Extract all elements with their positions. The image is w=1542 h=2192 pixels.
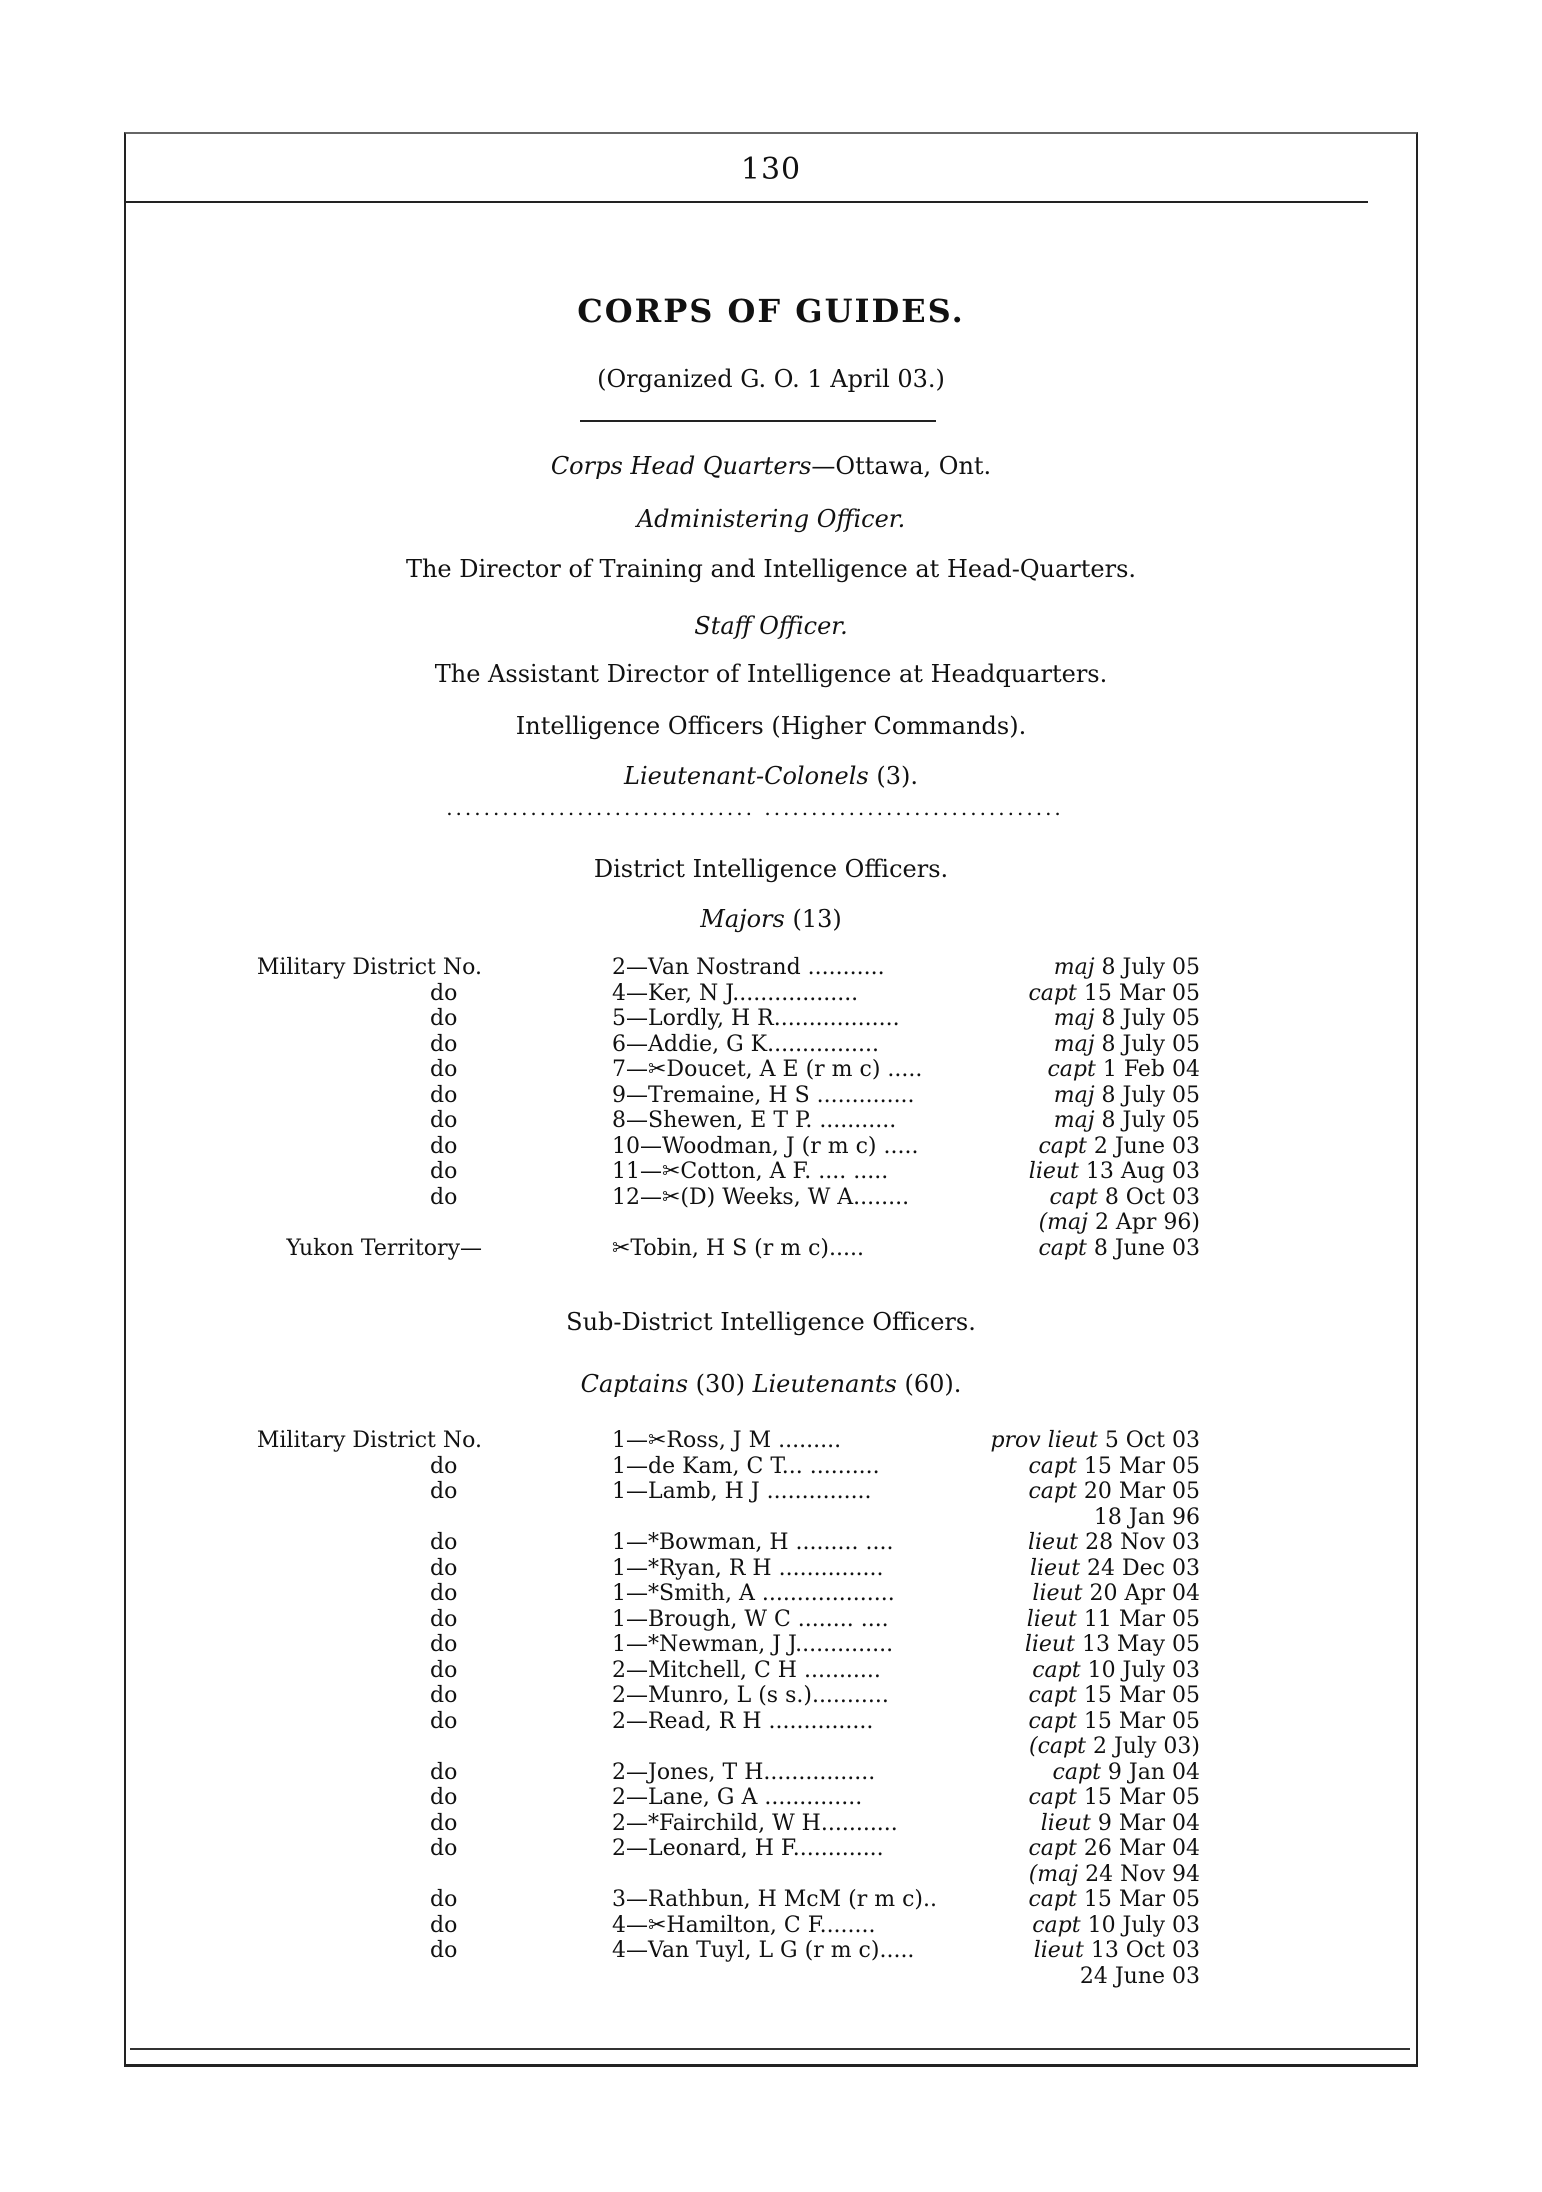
row-rank: lieut [1024, 1632, 1075, 1657]
subdistrict-officers-list [256, 1428, 1200, 1989]
row-rank: capt [1049, 1184, 1098, 1210]
subdistrict-officer-row [320, 1683, 1200, 1709]
row-rank: capt [1028, 1785, 1077, 1810]
row-date: 20 Mar 05 [1076, 1479, 1200, 1504]
district-officer-row [320, 1083, 1200, 1109]
row-district-label: do [430, 1133, 458, 1159]
district-officers-list [256, 955, 1200, 1261]
row-district-label: do [430, 980, 458, 1006]
subdistrict-officer-row [320, 1913, 1200, 1939]
subdistrict-officer-row [320, 1938, 1200, 1964]
lieutenant-colonels-count: (3). [868, 762, 918, 790]
district-officer-row [320, 1032, 1200, 1058]
row-date: 15 Mar 05 [1076, 1453, 1200, 1479]
row-rank-date [1054, 1108, 1200, 1134]
row-officer-entry: 2—Read, R H ............... [612, 1708, 874, 1734]
row-officer-entry: 1—*Bowman, H ......... .... [612, 1530, 894, 1555]
row-rank: capt [1047, 1057, 1096, 1082]
subdistrict-heading: Sub-District Intelligence Officers. [566, 1308, 976, 1336]
row-district-label: Yukon Territory— [286, 1235, 482, 1261]
row-rank-date [1049, 1185, 1200, 1211]
row-rank: lieut [1033, 1938, 1084, 1963]
subdistrict-officer-row [320, 1785, 1200, 1811]
row-date: 2 July 03) [1085, 1734, 1200, 1759]
staff-text: The Assistant Director of Intelligence at Headquarters. [434, 660, 1108, 688]
row-date: 18 Jan 96 [1093, 1504, 1200, 1530]
row-rank: lieut [1027, 1530, 1079, 1555]
row-officer-entry: 1—de Kam, C T... .......... [612, 1453, 880, 1479]
row-district-label: do [430, 1912, 458, 1938]
row-rank: capt [1028, 980, 1077, 1006]
majors-line [0, 905, 1542, 933]
row-rank-date [1028, 1836, 1200, 1862]
administering-heading: Administering Officer. [636, 505, 906, 533]
row-rank-date [1028, 1530, 1200, 1556]
row-rank-date [1028, 1454, 1200, 1480]
row-date: 24 Dec 03 [1080, 1555, 1200, 1581]
row-rank-date [990, 1428, 1200, 1454]
subdistrict-officer-row [320, 1581, 1200, 1607]
row-rank-date [1028, 981, 1200, 1007]
subdistrict-officer-row [320, 1887, 1200, 1913]
row-date: 24 June 03 [1079, 1963, 1200, 1989]
row-rank-date [1032, 1658, 1200, 1684]
row-date: 13 Aug 03 [1078, 1159, 1200, 1184]
subdistrict-officer-row [320, 1734, 1200, 1760]
row-date: 1 Feb 04 [1095, 1057, 1200, 1082]
bottom-double-rule [130, 2048, 1410, 2050]
headquarters-label: Corps Head Quarters [550, 452, 812, 480]
district-officer-row [320, 1185, 1200, 1211]
row-rank-date [1034, 1938, 1200, 1964]
row-district-label: do [430, 1657, 458, 1683]
captains-count: (30) [688, 1370, 753, 1398]
row-rank: lieut [1029, 1555, 1081, 1581]
district-officer-row [286, 1235, 1200, 1262]
row-rank-date [1029, 1734, 1200, 1760]
row-rank: capt [1028, 1479, 1077, 1504]
row-rank: prov lieut [990, 1428, 1098, 1453]
subdistrict-officer-row [320, 1658, 1200, 1684]
row-officer-entry: 4—✂Hamilton, C F........ [612, 1912, 876, 1938]
row-rank-date [1038, 1134, 1200, 1160]
majors-label: Majors [700, 905, 785, 933]
row-date: 15 Mar 05 [1076, 1708, 1200, 1734]
row-rank: capt [1052, 1759, 1101, 1785]
row-district-label: do [430, 1683, 458, 1708]
dotted-separator: ................................. ................................ [446, 796, 1064, 820]
row-district-label: do [430, 1708, 458, 1734]
row-rank-date [1028, 1683, 1200, 1709]
lieutenant-colonels-label: Lieutenant-Colonels [624, 762, 869, 790]
row-district-label: Military District No. [256, 955, 482, 980]
row-rank-date [1094, 1505, 1200, 1531]
subdistrict-officer-row [320, 1556, 1200, 1582]
row-date: 8 June 03 [1086, 1235, 1200, 1261]
row-rank-date [1038, 1236, 1200, 1262]
subdistrict-officer-row [320, 1964, 1200, 1990]
row-officer-entry: 8—Shewen, E T P. ........... [612, 1108, 897, 1133]
row-date: 10 July 03 [1080, 1912, 1200, 1938]
header-rule [124, 201, 1368, 203]
row-district-label: do [430, 1453, 458, 1479]
majors-count: (13) [784, 905, 842, 933]
row-rank-date [1028, 1709, 1200, 1735]
subdistrict-officer-row [320, 1862, 1200, 1888]
row-district-label: do [430, 1810, 458, 1836]
district-officer-row [320, 1134, 1200, 1160]
subdistrict-officer-row [320, 1530, 1200, 1556]
row-rank-date [1029, 1862, 1200, 1888]
row-date: 8 July 05 [1094, 1031, 1200, 1057]
row-rank: capt [1038, 1235, 1087, 1261]
row-officer-entry: 1—*Ryan, R H ............... [612, 1555, 884, 1581]
row-officer-entry: 12—✂(D) Weeks, W A........ [612, 1184, 910, 1210]
row-date: 2 Apr 96) [1087, 1210, 1200, 1235]
row-district-label: do [430, 1938, 458, 1963]
title-rule [580, 420, 936, 422]
row-officer-entry: 1—✂Ross, J M ......... [612, 1428, 842, 1453]
lieutenants-label: Lieutenants [752, 1370, 897, 1398]
row-rank-date [1030, 1556, 1200, 1582]
higher-commands-heading: Intelligence Officers (Higher Commands). [515, 712, 1027, 740]
row-rank-date [1028, 1887, 1200, 1913]
row-district-label: Military District No. [256, 1428, 482, 1453]
subdistrict-officer-row [320, 1709, 1200, 1735]
row-date: 13 May 05 [1074, 1632, 1200, 1657]
row-rank: (maj [1028, 1861, 1079, 1887]
row-date: 13 Oct 03 [1083, 1938, 1200, 1963]
row-officer-entry: 5—Lordly, H R.................. [612, 1006, 900, 1031]
row-officer-entry: 2—Lane, G A .............. [612, 1785, 863, 1810]
row-rank-date [1027, 1607, 1200, 1633]
row-rank: capt [1028, 1836, 1077, 1861]
row-district-label: do [430, 1606, 458, 1632]
row-date: 28 Nov 03 [1078, 1530, 1200, 1555]
row-date: 26 Mar 04 [1076, 1836, 1200, 1861]
row-rank: lieut [1040, 1810, 1091, 1836]
row-rank: capt [1032, 1912, 1081, 1938]
row-officer-entry: 10—Woodman, J (r m c) ..... [612, 1133, 919, 1159]
staff-heading: Staff Officer. [694, 612, 848, 640]
row-date: 11 Mar 05 [1076, 1606, 1200, 1632]
row-district-label: do [430, 1479, 458, 1504]
row-officer-entry: 9—Tremaine, H S .............. [612, 1082, 915, 1108]
district-officer-row [256, 955, 1200, 981]
subdistrict-officer-row [320, 1454, 1200, 1480]
row-rank-date [1054, 1032, 1200, 1058]
row-date: 20 Apr 04 [1082, 1581, 1200, 1606]
row-rank-date [1025, 1632, 1200, 1658]
row-rank-date [1047, 1057, 1200, 1083]
subdistrict-officer-row [320, 1505, 1200, 1531]
organized-note: (Organized G. O. 1 April 03.) [597, 365, 945, 393]
row-date: 8 Oct 03 [1097, 1184, 1200, 1210]
row-district-label: do [430, 1006, 458, 1031]
row-rank-date [1029, 1159, 1200, 1185]
row-rank: capt [1032, 1657, 1081, 1683]
district-heading: District Intelligence Officers. [593, 855, 949, 883]
row-officer-entry: 2—Munro, L (s s.)........... [612, 1683, 889, 1708]
row-rank-date [1028, 1479, 1200, 1505]
row-rank: capt [1028, 1708, 1077, 1734]
row-officer-entry: 6—Addie, G K................ [612, 1031, 879, 1057]
row-officer-entry: 2—Leonard, H F............. [612, 1836, 884, 1861]
row-district-label: do [430, 1184, 458, 1210]
row-date: 9 Mar 04 [1090, 1810, 1200, 1836]
administering-text: The Director of Training and Intelligence at Head-Quarters. [405, 555, 1137, 583]
row-officer-entry: 1—*Smith, A ................... [612, 1581, 895, 1606]
row-rank-date [1039, 1210, 1200, 1236]
headquarters-value: —Ottawa, Ont. [811, 452, 992, 480]
row-rank: (capt [1029, 1734, 1086, 1759]
row-officer-entry: 1—Brough, W C ........ .... [612, 1606, 889, 1632]
row-date: 10 July 03 [1080, 1657, 1200, 1683]
row-rank-date [1054, 1006, 1200, 1032]
row-date: 15 Mar 05 [1076, 1785, 1200, 1810]
row-district-label: do [430, 1632, 458, 1657]
row-district-label: do [430, 1581, 458, 1606]
subdistrict-officer-row [320, 1811, 1200, 1837]
captains-lieutenants-line [0, 1370, 1542, 1398]
district-officer-row [320, 1108, 1200, 1134]
row-officer-entry: 4—Van Tuyl, L G (r m c)..... [612, 1938, 915, 1963]
row-date: 24 Nov 94 [1078, 1861, 1200, 1887]
row-district-label: do [430, 1836, 458, 1861]
row-rank: capt [1028, 1887, 1077, 1912]
row-officer-entry: 2—*Fairchild, W H........... [612, 1810, 898, 1836]
row-officer-entry: 2—Jones, T H................ [612, 1759, 876, 1785]
row-date: 2 June 03 [1086, 1133, 1200, 1159]
row-rank-date [1032, 1913, 1200, 1939]
row-rank-date [1080, 1964, 1200, 1990]
row-rank: lieut [1026, 1606, 1077, 1632]
row-district-label: do [430, 1785, 458, 1810]
row-officer-entry: 11—✂Cotton, A F. .... ..... [612, 1159, 889, 1184]
row-rank: maj [1053, 1031, 1095, 1057]
row-district-label: do [430, 1057, 458, 1082]
row-district-label: do [430, 1159, 458, 1184]
row-officer-entry: 3—Rathbun, H McM (r m c).. [612, 1887, 937, 1912]
row-date: 8 July 05 [1094, 1006, 1200, 1031]
row-rank: maj [1053, 1108, 1095, 1133]
row-date: 15 Mar 05 [1076, 1887, 1200, 1912]
row-rank: maj [1053, 1082, 1095, 1108]
lieutenants-count: (60). [896, 1370, 962, 1398]
row-rank-date [1028, 1785, 1200, 1811]
row-rank: capt [1038, 1133, 1087, 1159]
row-date: 5 Oct 03 [1097, 1428, 1200, 1453]
lieutenant-colonels-line [0, 762, 1542, 790]
district-officer-row [320, 1159, 1200, 1185]
district-officer-row [320, 981, 1200, 1007]
row-officer-entry: ✂Tobin, H S (r m c)..... [612, 1235, 864, 1261]
row-date: 15 Mar 05 [1076, 1683, 1200, 1708]
subdistrict-officer-row [320, 1607, 1200, 1633]
row-rank: maj [1053, 955, 1095, 980]
row-date: 8 July 05 [1094, 1108, 1200, 1133]
district-officer-row [320, 1057, 1200, 1083]
subdistrict-officer-row [256, 1428, 1200, 1454]
row-officer-entry: 7—✂Doucet, A E (r m c) ..... [612, 1057, 923, 1082]
row-rank: (maj [1038, 1210, 1088, 1235]
row-rank-date [1041, 1811, 1200, 1837]
row-rank: capt [1028, 1453, 1077, 1479]
row-district-label: do [430, 1082, 458, 1108]
row-date: 15 Mar 05 [1076, 980, 1200, 1006]
row-rank-date [1054, 1083, 1200, 1109]
subdistrict-officer-row [320, 1632, 1200, 1658]
row-rank-date [1054, 955, 1200, 981]
row-rank: lieut [1032, 1581, 1083, 1606]
subdistrict-officer-row [320, 1479, 1200, 1505]
row-officer-entry: 1—Lamb, H J ............... [612, 1479, 872, 1504]
captains-label: Captains [580, 1370, 689, 1398]
row-officer-entry: 2—Van Nostrand ........... [612, 955, 885, 980]
row-date: 8 July 05 [1094, 955, 1200, 980]
row-officer-entry: 2—Mitchell, C H ........... [612, 1657, 881, 1683]
row-district-label: do [430, 1555, 458, 1581]
page-title: CORPS OF GUIDES. [577, 292, 965, 330]
row-district-label: do [430, 1887, 458, 1912]
row-rank: capt [1028, 1683, 1077, 1708]
row-district-label: do [430, 1759, 458, 1785]
row-date: 9 Jan 04 [1100, 1759, 1200, 1785]
row-date: 8 July 05 [1094, 1082, 1200, 1108]
row-district-label: do [430, 1530, 458, 1555]
subdistrict-officer-row [320, 1760, 1200, 1786]
row-district-label: do [430, 1031, 458, 1057]
row-rank: lieut [1028, 1159, 1079, 1184]
row-officer-entry: 4—Ker, N J.................. [612, 980, 859, 1006]
district-officer-row [320, 1210, 1200, 1236]
row-rank-date [1032, 1581, 1200, 1607]
row-rank: maj [1053, 1006, 1095, 1031]
row-district-label: do [430, 1108, 458, 1133]
district-officer-row [320, 1006, 1200, 1032]
row-rank-date [1053, 1760, 1200, 1786]
subdistrict-officer-row [320, 1836, 1200, 1862]
headquarters-line [0, 452, 1542, 480]
row-officer-entry: 1—*Newman, J J.............. [612, 1632, 894, 1657]
page-number: 130 [740, 152, 802, 187]
